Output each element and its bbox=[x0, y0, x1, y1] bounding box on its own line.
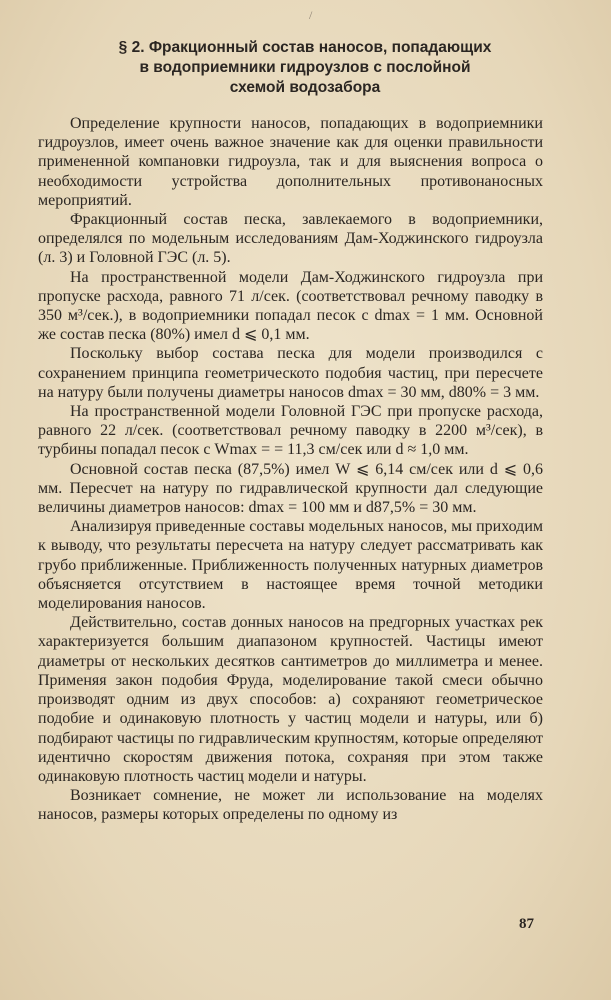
paragraph-4: Поскольку выбор состава песка для модели производился с сохранением принципа геометрическото подобия частиц, при пересчете на натуру были получены диаметры наносов dmax = 30 мм, d80% = 3 мм. bbox=[38, 345, 543, 401]
heading-line-1: § 2. Фракционный состав наносов, попадающих bbox=[118, 39, 492, 56]
heading-line-3: схемой водозабора bbox=[229, 79, 381, 96]
paragraph-5: На пространственной модели Головной ГЭС при пропуске расхода, равного 22 л/сек. (соответствовал речному паводку в 2200 м³/сек), в турбины попадал песок с Wmax = = 11,3 см/сек или d ≈ 1,0 мм. bbox=[38, 403, 543, 459]
paragraph-3: На пространственной модели Дам-Ходжинского гидроузла при пропуске расхода, равного 71 л/сек. (соответствовал речному паводку в 350 м³/сек.), в водоприемники попадал песок с dmax = 1 мм. Основной же состав песка (80%) имел d ⩽ 0,1 мм. bbox=[38, 268, 543, 344]
heading-line-2: в водоприемники гидроузлов с послойной bbox=[139, 59, 471, 76]
paragraph-7: Анализируя приведенные составы модельных наносов, мы приходим к выводу, что результаты пересчета на натуру следует рассматривать как грубо приближенные. Приближенность полученных натурных диаметров объясняется отсутствием в настоящее время точной методики моделирования наносов. bbox=[38, 518, 543, 613]
page-number: 87 bbox=[519, 916, 534, 932]
paragraph-1: Определение крупности наносов, попадающих в водоприемники гидроузлов, имеет очень важное значение как для оценки правильности примененной компановки гидроузла, так и для выяснения вопроса о необходимости устройства дополнительных противонаносных мероприятий. bbox=[38, 115, 543, 209]
paragraph-9: Возникает сомнение, не может ли использование на моделях наносов, размеры которых определены по одному из bbox=[38, 787, 543, 824]
paragraph-8: Действительно, состав донных наносов на предгорных участках рек характеризуется большим диапазоном крупностей. Частицы имеют диаметры от нескольких десятков сантиметров до миллиметра и менее. Применяя закон подобия Фруда, моделирование такой смеси обычно производят одним из двух способов: а) сохраняют геометрическое подобие и одинаковую плотность у частиц модели и натуры, или б) подбирают частицы по гидравлическим крупностям, которые определяют идентично скоростям движения потока, сохраняя при этом также одинаковую плотность частиц модели и натуры. bbox=[38, 614, 543, 785]
paragraph-2: Фракционный состав песка, завлекаемого в водоприемники, определялся по модельным исследованиям Дам-Ходжинского гидроузла (л. 3) и Головной ГЭС (л. 5). bbox=[38, 211, 543, 267]
paragraph-6: Основной состав песка (87,5%) имел W ⩽ 6,14 см/сек или d ⩽ 0,6 мм. Пересчет на натуру по гидравлической крупности дал следующие величины диаметров наносов: dmax = 100 мм и d87,5% = 30 мм. bbox=[38, 460, 543, 517]
page-mark: / bbox=[309, 8, 313, 22]
section-heading bbox=[60, 38, 550, 98]
body-text bbox=[38, 114, 543, 825]
